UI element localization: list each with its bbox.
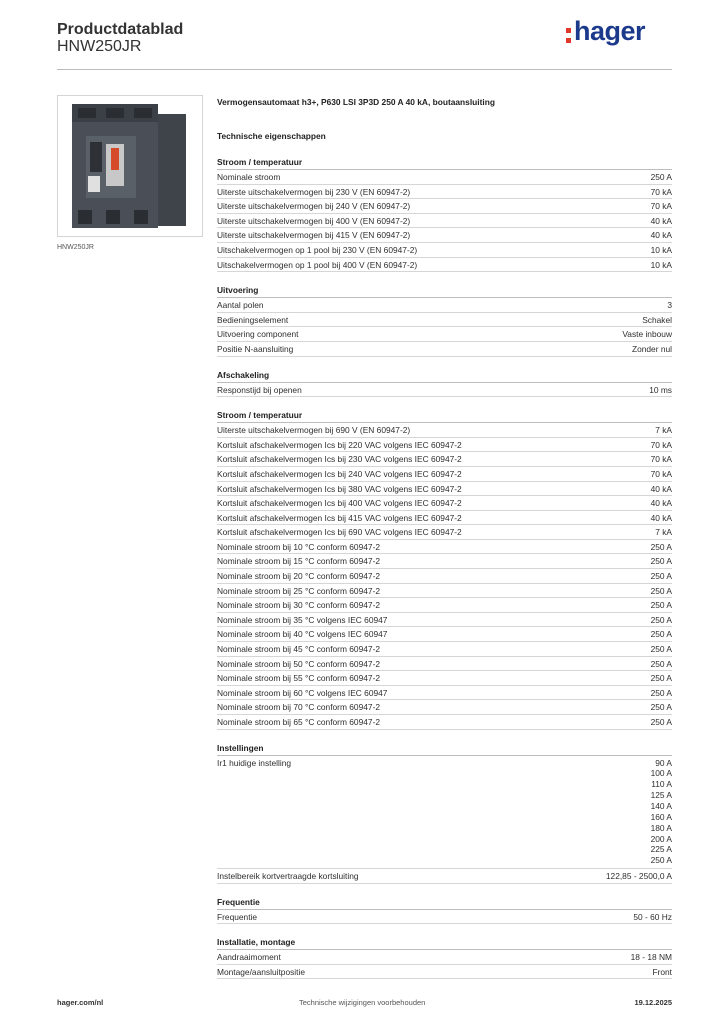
property-value: 70 kA [650, 439, 672, 450]
property-value-item: 110 A [651, 779, 672, 790]
property-value: 70 kA [650, 454, 672, 465]
property-label: Nominale stroom bij 15 °C conform 60947-2 [217, 556, 381, 567]
property-label: Nominale stroom bij 35 °C volgens IEC 60947 [217, 614, 388, 625]
property-label: Uitvoering component [217, 329, 299, 340]
property-row [217, 452, 672, 467]
properties-sections [217, 156, 672, 979]
property-label: Uiterste uitschakelvermogen bij 240 V (EN 60947-2) [217, 201, 411, 212]
property-value: 250 A [650, 571, 672, 582]
property-section [217, 409, 672, 729]
property-value: 7 kA [655, 527, 672, 538]
property-section [217, 284, 672, 356]
property-row [217, 170, 672, 185]
property-row [217, 327, 672, 342]
property-label: Uitschakelvermogen op 1 pool bij 230 V (EN 60947-2) [217, 244, 418, 255]
header-divider [57, 69, 672, 70]
property-label: Aandraaimoment [217, 952, 281, 963]
section-heading: Uitvoering [217, 284, 672, 298]
property-row [217, 584, 672, 599]
property-label: Kortsluit afschakelvermogen Ics bij 230 VAC volgens IEC 60947-2 [217, 454, 462, 465]
footer-disclaimer: Technische wijzigingen voorbehouden [299, 998, 426, 1007]
property-row [217, 910, 672, 925]
property-label: Aantal polen [217, 300, 264, 311]
property-value-item: 250 A [650, 855, 672, 866]
property-value: Front [652, 966, 672, 977]
property-row [217, 258, 672, 273]
property-row [217, 642, 672, 657]
property-value: 70 kA [650, 186, 672, 197]
property-label: Nominale stroom bij 60 °C volgens IEC 60947 [217, 687, 388, 698]
property-label: Kortsluit afschakelvermogen Ics bij 240 VAC volgens IEC 60947-2 [217, 468, 462, 479]
property-value: 10 ms [649, 384, 672, 395]
property-row [217, 243, 672, 258]
product-code: HNW250JR [57, 38, 142, 55]
property-row [217, 686, 672, 701]
property-label: Uiterste uitschakelvermogen bij 230 V (EN 60947-2) [217, 186, 411, 197]
section-heading: Frequentie [217, 896, 672, 910]
property-row [217, 965, 672, 980]
property-value: 40 kA [650, 498, 672, 509]
property-row [217, 467, 672, 482]
property-value: Vaste inbouw [622, 329, 672, 340]
footer-website: hager.com/nl [57, 998, 104, 1007]
product-image [57, 95, 203, 237]
property-value: 250 A [650, 687, 672, 698]
image-caption: HNW250JR [57, 244, 94, 251]
property-value: 10 kA [650, 244, 672, 255]
property-label: Nominale stroom bij 10 °C conform 60947-2 [217, 541, 381, 552]
property-value: 40 kA [650, 512, 672, 523]
property-section [217, 936, 672, 979]
property-row [217, 540, 672, 555]
property-value: 122,85 - 2500,0 A [605, 871, 672, 882]
property-value: 250 A [650, 644, 672, 655]
section-heading: Afschakeling [217, 369, 672, 383]
property-label: Nominale stroom [217, 172, 281, 182]
property-label: Ir1 huidige instelling [217, 757, 292, 768]
property-row [217, 657, 672, 672]
hager-logo [566, 14, 658, 50]
property-row [217, 298, 672, 313]
property-section [217, 742, 672, 884]
property-row [217, 511, 672, 526]
property-value-item: 160 A [650, 811, 672, 822]
property-row [217, 554, 672, 569]
property-row [217, 496, 672, 511]
property-value: 250 A [650, 172, 672, 182]
property-label: Nominale stroom bij 25 °C conform 60947-2 [217, 585, 381, 596]
property-value: 40 kA [650, 230, 672, 241]
property-value [651, 756, 672, 868]
property-value: 250 A [650, 658, 672, 669]
property-value: 250 A [650, 673, 672, 684]
property-row [217, 671, 672, 686]
property-row [217, 613, 672, 628]
property-row [217, 199, 672, 214]
property-value-item: 180 A [650, 822, 672, 833]
section-heading: Stroom / temperatuur [217, 409, 672, 423]
property-label: Frequentie [217, 911, 258, 922]
property-value: 10 kA [650, 259, 672, 270]
property-label: Nominale stroom bij 65 °C conform 60947-2 [217, 717, 381, 727]
property-label: Nominale stroom bij 55 °C conform 60947-2 [217, 673, 381, 684]
property-value: 250 A [650, 702, 672, 713]
property-label: Nominale stroom bij 40 °C volgens IEC 60947 [217, 629, 388, 640]
property-row [217, 228, 672, 243]
property-row [217, 423, 672, 438]
section-heading: Installatie, montage [217, 936, 672, 950]
product-content [217, 96, 672, 979]
property-row [217, 482, 672, 497]
section-heading: Instellingen [217, 742, 672, 756]
property-label: Uiterste uitschakelvermogen bij 400 V (EN 60947-2) [217, 215, 411, 226]
property-label: Montage/aansluitpositie [217, 966, 305, 977]
property-value: 40 kA [650, 215, 672, 226]
property-value: 250 A [650, 614, 672, 625]
circuit-breaker-icon [58, 96, 202, 236]
property-label: Nominale stroom bij 30 °C conform 60947-2 [217, 600, 381, 611]
property-value-item: 225 A [650, 844, 672, 855]
property-row [217, 214, 672, 229]
property-value: 250 A [650, 585, 672, 596]
property-value: 18 - 18 NM [630, 952, 672, 963]
property-value-item: 200 A [650, 833, 672, 844]
footer-date: 19.12.2025 [634, 998, 672, 1007]
property-row [217, 627, 672, 642]
properties-title: Technische eigenschappen [217, 131, 326, 141]
property-label: Kortsluit afschakelvermogen Ics bij 690 VAC volgens IEC 60947-2 [217, 527, 462, 538]
property-value-item: 90 A [655, 757, 672, 768]
property-value: 50 - 60 Hz [633, 911, 672, 922]
property-label: Nominale stroom bij 20 °C conform 60947-2 [217, 571, 381, 582]
product-description: Vermogensautomaat h3+, P630 LSI 3P3D 250 A 40 kA, boutaansluiting [217, 97, 495, 107]
property-value: 40 kA [650, 483, 672, 494]
property-row [217, 525, 672, 540]
property-label: Nominale stroom bij 45 °C conform 60947-2 [217, 644, 381, 655]
property-value-item: 140 A [650, 800, 672, 811]
property-row [217, 569, 672, 584]
property-row [217, 185, 672, 200]
property-label: Uiterste uitschakelvermogen bij 690 V (EN 60947-2) [217, 425, 411, 436]
property-row [217, 756, 672, 869]
property-label: Positie N-aansluiting [217, 343, 294, 354]
property-value: 250 A [650, 556, 672, 567]
property-value: Zonder nul [631, 343, 672, 354]
property-value: 3 [667, 300, 672, 311]
property-label: Kortsluit afschakelvermogen Ics bij 380 VAC volgens IEC 60947-2 [217, 483, 462, 494]
property-label: Instelbereik kortvertraagde kortsluiting [217, 871, 359, 882]
property-row [217, 950, 672, 965]
property-value: Schakel [642, 314, 672, 325]
property-section [217, 156, 672, 272]
property-value: 250 A [650, 717, 672, 727]
section-heading: Stroom / temperatuur [217, 156, 672, 170]
property-label: Nominale stroom bij 70 °C conform 60947-2 [217, 702, 381, 713]
property-label: Kortsluit afschakelvermogen Ics bij 415 VAC volgens IEC 60947-2 [217, 512, 462, 523]
property-value: 7 kA [655, 425, 672, 436]
property-row [217, 342, 672, 357]
property-row [217, 598, 672, 613]
property-section [217, 369, 672, 398]
property-row [217, 700, 672, 715]
logo-text: hager [574, 16, 646, 46]
property-value: 70 kA [650, 201, 672, 212]
property-value: 250 A [650, 600, 672, 611]
property-row [217, 869, 672, 884]
property-label: Uiterste uitschakelvermogen bij 415 V (EN 60947-2) [217, 230, 411, 241]
property-label: Responstijd bij openen [217, 384, 302, 395]
property-value-item: 125 A [650, 790, 672, 801]
property-value: 250 A [650, 629, 672, 640]
property-label: Kortsluit afschakelvermogen Ics bij 400 VAC volgens IEC 60947-2 [217, 498, 462, 509]
property-label: Kortsluit afschakelvermogen Ics bij 220 VAC volgens IEC 60947-2 [217, 439, 462, 450]
logo-dots-icon [566, 28, 571, 48]
property-row [217, 438, 672, 453]
property-label: Uitschakelvermogen op 1 pool bij 400 V (EN 60947-2) [217, 259, 418, 270]
page-title: Productdatablad [57, 21, 184, 38]
property-value: 250 A [650, 541, 672, 552]
property-value-item: 100 A [650, 768, 672, 779]
property-row [217, 715, 672, 730]
property-section [217, 896, 672, 925]
property-label: Nominale stroom bij 50 °C conform 60947-2 [217, 658, 381, 669]
property-row [217, 383, 672, 398]
property-row [217, 313, 672, 328]
property-value: 70 kA [650, 468, 672, 479]
property-label: Bedieningselement [217, 314, 289, 325]
